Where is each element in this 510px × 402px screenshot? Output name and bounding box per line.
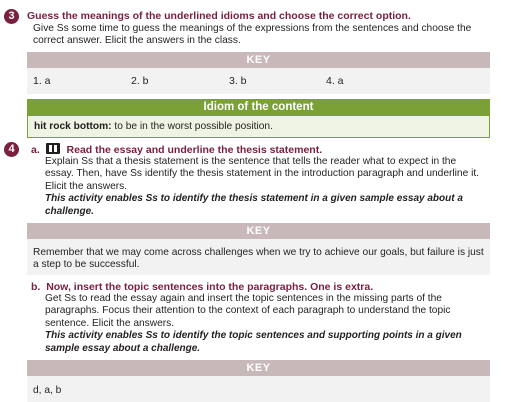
exercise-3-heading: Guess the meanings of the underlined idioms and choose the correct option.: [27, 10, 411, 22]
idiom-definition: to be in the worst possible position.: [111, 121, 273, 132]
exercise-4b-heading: [31, 281, 373, 293]
key-line: a step to be successful.: [33, 259, 140, 271]
part-b-label: b.: [31, 281, 41, 293]
exercise-4a-key: [27, 239, 490, 275]
aim-line: This activity enables Ss to identify the thesis statement in a given sample essay about a: [45, 193, 463, 205]
exercise-4a-instructions: [45, 156, 479, 218]
aim-line: This activity enables Ss to identify the topic sentences and supporting points in a given: [45, 330, 462, 342]
answer-2: 2. b: [131, 75, 149, 87]
exercise-number-4: 4: [4, 142, 19, 157]
key-line: Remember that we may come across challenges when we try to achieve our goals, but failure is just: [33, 247, 484, 258]
key-bar: KEY: [27, 360, 490, 376]
key-bar: KEY: [27, 52, 490, 68]
instruction-line: Give Ss some time to guess the meanings of the expressions from the sentences and choose the: [33, 23, 472, 34]
aim-line: sample essay about a challenge.: [45, 342, 201, 354]
answer-4: 4. a: [326, 75, 344, 87]
answer-3: 3. b: [229, 75, 247, 87]
key-answer: d, a, b: [33, 385, 62, 396]
instruction-line: sentence. Elicit the answers.: [45, 317, 175, 329]
idiom-box: [27, 116, 490, 138]
idiom-term: hit rock bottom:: [34, 121, 112, 132]
exercise-4a-heading: [31, 143, 322, 156]
exercise-3-answers: [27, 68, 490, 94]
book-icon: [46, 143, 60, 154]
instruction-line: correct answer. Elicit the answers in the class.: [33, 35, 241, 47]
instruction-line: Elicit the answers.: [45, 180, 128, 192]
exercise-4b-key: [27, 376, 490, 402]
key-bar: KEY: [27, 223, 490, 239]
aim-line: challenge.: [45, 205, 94, 217]
exercise-number-3: 3: [4, 9, 19, 24]
exercise-3-instructions: [33, 23, 471, 48]
answer-1: 1. a: [33, 75, 51, 87]
part-a-label: a.: [31, 144, 40, 156]
part-b-heading-text: Now, insert the topic sentences into the paragraphs. One is extra.: [46, 281, 374, 293]
instruction-line: essay. Then, have Ss identify the thesis statement in the introduction paragraph and underline it.: [45, 168, 479, 180]
instruction-line: Get Ss to read the essay again and insert the topic sentences in the missing parts of the: [45, 293, 442, 304]
part-a-heading-text: Read the essay and underline the thesis statement.: [66, 144, 323, 156]
idiom-box-title: Idiom of the content: [27, 99, 490, 116]
exercise-4b-instructions: [45, 293, 462, 355]
instruction-line: paragraphs. Focus their attention to the context of each paragraph to understand the topic: [45, 305, 451, 317]
instruction-line: Explain Ss that a thesis statement is the sentence that tells the reader what to expect in the: [45, 156, 457, 167]
